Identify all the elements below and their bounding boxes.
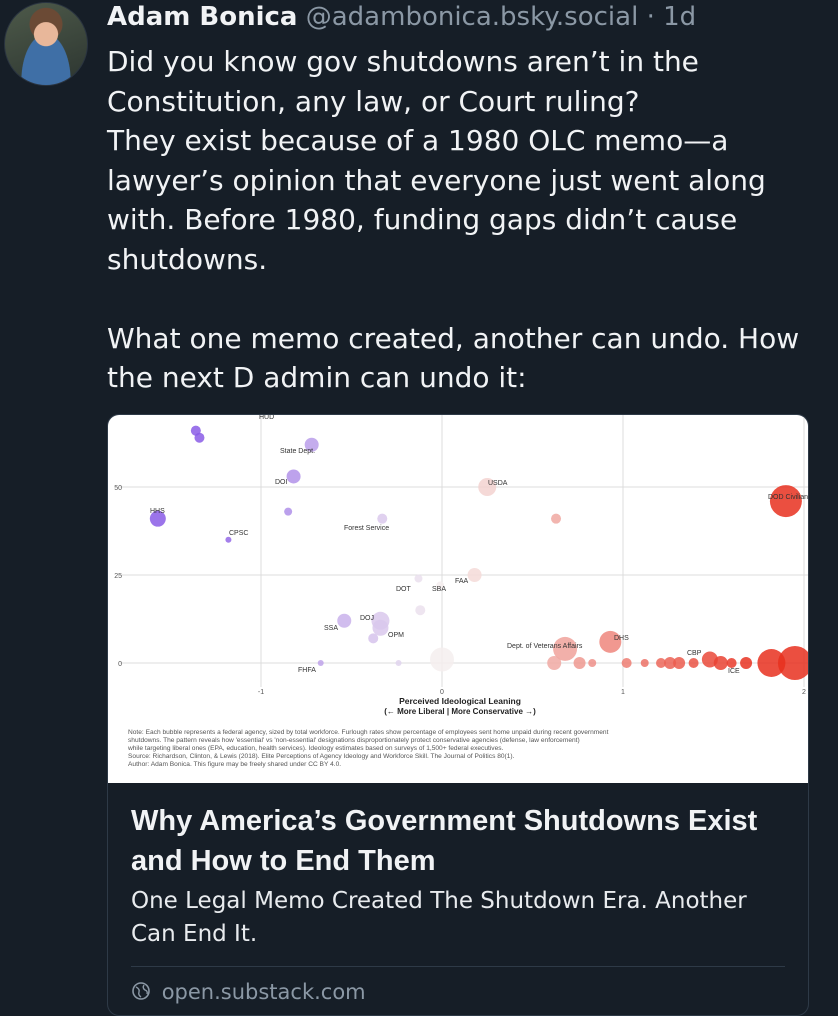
data-point — [225, 537, 231, 543]
data-point — [588, 659, 596, 667]
data-point — [430, 647, 454, 671]
data-label: DOT — [396, 586, 411, 593]
x-axis-sublabel: (← More Liberal | More Conservative →) — [384, 707, 536, 716]
data-label: OPM — [388, 632, 404, 639]
data-point — [337, 614, 351, 628]
data-point — [673, 657, 685, 669]
data-point — [740, 657, 752, 669]
data-label: ICE — [728, 668, 740, 675]
data-label: DOI — [275, 479, 288, 486]
scatter-chart — [108, 415, 808, 783]
data-point — [770, 485, 802, 517]
y-tick-label: 25 — [114, 573, 122, 580]
data-point — [368, 633, 378, 643]
data-point — [194, 433, 204, 443]
x-tick-label: 0 — [440, 689, 444, 696]
data-label: USDA — [488, 480, 508, 487]
post-timestamp[interactable]: 1d — [663, 2, 697, 32]
data-point — [551, 514, 561, 524]
data-point — [284, 508, 292, 516]
post-paragraph: What one memo created, another can undo. How the next D admin can undo it: — [107, 321, 800, 394]
post-paragraph: They exist because of a 1980 OLC memo—a lawyer’s opinion that everyone just went along with. Before 1980, funding gaps didn’t cause shutdowns. — [107, 124, 766, 276]
post-paragraph: Did you know gov shutdowns aren’t in the Constitution, any law, or Court ruling? — [107, 45, 699, 118]
link-domain-text: open.substack.com — [161, 980, 366, 1004]
data-point — [372, 620, 388, 636]
data-point — [396, 660, 402, 666]
data-point — [689, 658, 699, 668]
globe-icon — [131, 981, 151, 1006]
data-label: DOD Civilian — [768, 494, 808, 501]
data-point — [414, 575, 422, 583]
chart-note: Note: Each bubble represents a federal agency, sized by total workforce. Furlough rates show percentage of employees sent home unpaid during recent government — [128, 729, 609, 736]
data-point — [622, 658, 632, 668]
chart-note: while targeting liberal ones (EPA, education, health services). Ideology estimates based on surveys of 1,500+ federal executives. — [128, 745, 504, 752]
data-label: Forest Service — [344, 525, 390, 532]
link-card-domain[interactable] — [131, 980, 366, 1006]
link-card-title[interactable]: Why America’s Government Shutdowns Exist and How to End Them — [131, 805, 758, 877]
link-card[interactable] — [107, 414, 809, 1016]
author-handle[interactable]: @adambonica.bsky.social — [305, 2, 639, 32]
y-tick-label: 50 — [114, 485, 122, 492]
x-tick-label: -1 — [257, 689, 265, 696]
data-label: Dept. of Veterans Affairs — [507, 643, 583, 650]
data-label: State Dept. — [280, 448, 316, 455]
data-label: SBA — [432, 586, 447, 593]
data-point — [641, 659, 649, 667]
data-point — [574, 657, 586, 669]
data-label: FAA — [455, 578, 469, 585]
data-label: SSA — [324, 625, 339, 632]
chart-note: shutdowns. The pattern reveals how 'essential' vs 'non-essential' designations disproportionately protect conservative agencies (defense, law enforcement) — [128, 737, 580, 744]
data-point — [547, 656, 561, 670]
data-label: CBP — [687, 650, 702, 657]
data-point — [287, 469, 301, 483]
x-tick-label: 1 — [621, 689, 625, 696]
chart-note: Source: Richardson, Clinton, & Lewis (2018). Elite Perceptions of Agency Ideology and Workforce Skill. The Journal of Politics 80(1). — [128, 753, 515, 760]
post-text — [107, 42, 822, 398]
data-point — [714, 656, 728, 670]
data-label: DOJ — [360, 615, 374, 622]
data-label: HHS — [150, 508, 165, 515]
x-tick-label: 2 — [802, 689, 806, 696]
data-point — [318, 660, 324, 666]
card-divider — [131, 966, 785, 967]
data-label: HUD — [259, 415, 275, 421]
y-tick-label: 0 — [118, 661, 122, 668]
chart-note: Author: Adam Bonica. This figure may be freely shared under CC BY 4.0. — [128, 761, 342, 768]
data-point — [778, 646, 808, 680]
data-point — [377, 514, 387, 524]
chart-image — [108, 415, 808, 783]
author-name[interactable]: Adam Bonica — [107, 2, 298, 32]
data-label: DHS — [614, 635, 629, 642]
data-point — [415, 605, 425, 615]
x-axis-label: Perceived Ideological Leaning — [399, 696, 521, 706]
data-label: FHFA — [298, 667, 316, 674]
avatar[interactable] — [4, 2, 88, 86]
link-card-description: One Legal Memo Created The Shutdown Era. Another Can End It. — [131, 888, 747, 947]
separator-dot: · — [646, 2, 655, 32]
data-point — [468, 568, 482, 582]
data-label: CPSC — [229, 530, 249, 537]
data-point — [727, 658, 737, 668]
post-header — [107, 0, 696, 34]
